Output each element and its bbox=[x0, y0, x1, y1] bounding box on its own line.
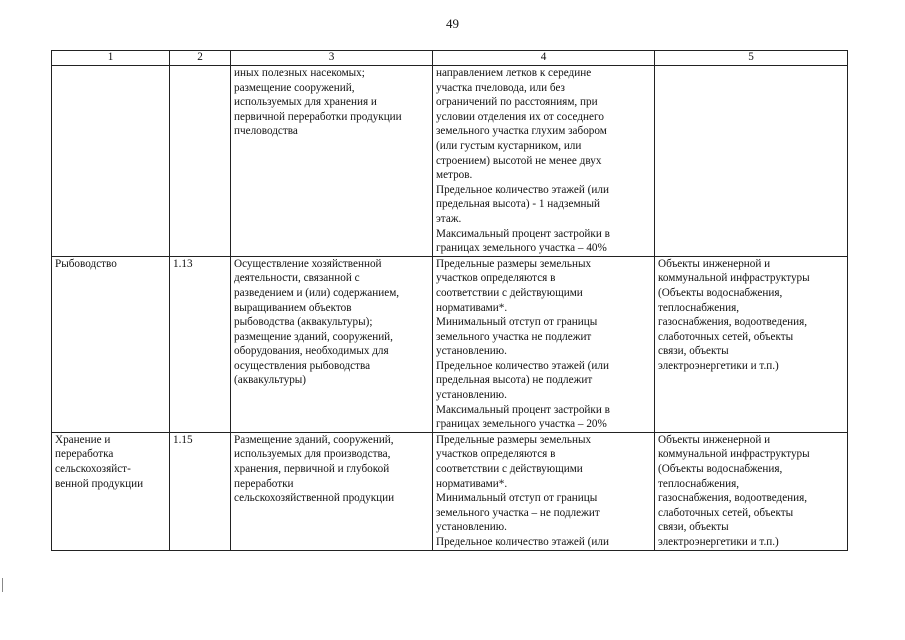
row-objects-cell: Объекты инженерной и коммунальной инфраструктуры (Объекты водоснабжения, теплоснабжения, газоснабжения, водоотведения, слаботочных сетей, объекты связи, объекты электроэнергетики и т.п.) bbox=[655, 432, 848, 550]
row-description-cell: иных полезных насекомых; размещение сооружений, используемых для хранения и первичной переработки продукции пчеловодства bbox=[231, 66, 433, 257]
row-name-cell: Рыбоводство bbox=[52, 256, 170, 432]
table-header-row bbox=[52, 51, 848, 66]
column-header-1: 1 bbox=[52, 51, 170, 66]
table-row bbox=[52, 256, 848, 432]
table-row bbox=[52, 66, 848, 257]
row-description-cell: Осуществление хозяйственной деятельности, связанной с разведением и (или) содержанием, выращиванием объектов рыбоводства (аквакультуры); размещение зданий, сооружений, оборудования, необходимых для осуществления рыбоводства (аквакультуры) bbox=[231, 256, 433, 432]
row-name-cell: Хранение и переработка сельскохозяйст- венной продукции bbox=[52, 432, 170, 550]
row-code-cell bbox=[170, 66, 231, 257]
row-name-cell bbox=[52, 66, 170, 257]
column-header-2: 2 bbox=[170, 51, 231, 66]
row-parameters-cell: направлением летков к середине участка пчеловода, или без ограничений по расстояниям, при условии отделения их от соседнего земельного участка глухим забором (или густым кустарником, или строением) высотой не менее двух метров. Предельное количество этажей (или предельная высота) - 1 надземный этаж. Максимальный процент застройки в границах земельного участка – 40% bbox=[433, 66, 655, 257]
row-parameters-cell: Предельные размеры земельных участков определяются в соответствии с действующими нормативами*. Минимальный отступ от границы земельного участка не подлежит установлению. Предельное количество этажей (или предельная высота) не подлежит установлению. Максимальный процент застройки в границах земельного участка – 20% bbox=[433, 256, 655, 432]
margin-mark bbox=[2, 578, 7, 592]
row-description-cell: Размещение зданий, сооружений, используемых для производства, хранения, первичной и глубокой переработки сельскохозяйственной продукции bbox=[231, 432, 433, 550]
column-header-5: 5 bbox=[655, 51, 848, 66]
row-code-cell: 1.15 bbox=[170, 432, 231, 550]
row-parameters-cell: Предельные размеры земельных участков определяются в соответствии с действующими нормативами*. Минимальный отступ от границы земельного участка – не подлежит установлению. Предельное количество этажей (или bbox=[433, 432, 655, 550]
column-header-3: 3 bbox=[231, 51, 433, 66]
column-header-4: 4 bbox=[433, 51, 655, 66]
row-objects-cell bbox=[655, 66, 848, 257]
land-use-table bbox=[51, 50, 848, 551]
row-code-cell: 1.13 bbox=[170, 256, 231, 432]
table-row bbox=[52, 432, 848, 550]
row-objects-cell: Объекты инженерной и коммунальной инфраструктуры (Объекты водоснабжения, теплоснабжения, газоснабжения, водоотведения, слаботочных сетей, объекты связи, объекты электроэнергетики и т.п.) bbox=[655, 256, 848, 432]
page-number: 49 bbox=[446, 16, 459, 31]
